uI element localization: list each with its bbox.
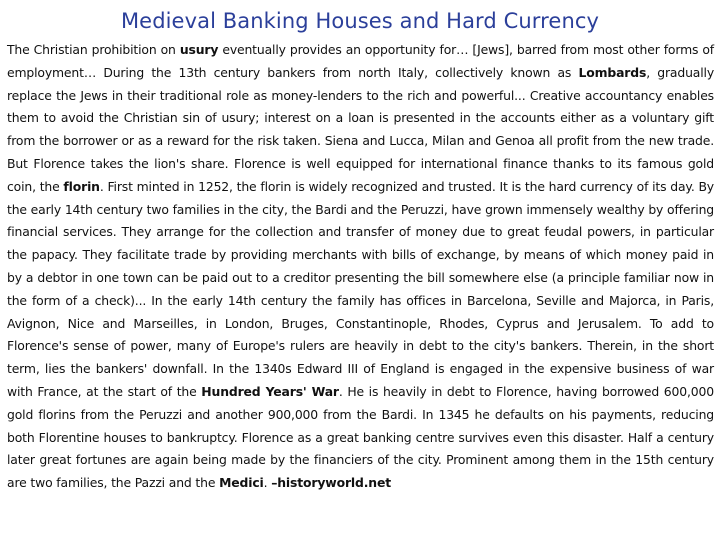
bold-term: florin xyxy=(63,178,100,194)
bold-term: Hundred Years' War xyxy=(201,383,339,399)
text-run: The Christian prohibition on xyxy=(7,42,180,57)
text-run: . xyxy=(263,475,272,491)
body-paragraph xyxy=(7,39,714,495)
bold-term: usury xyxy=(179,42,219,57)
bold-term: Lombards xyxy=(578,64,647,80)
bold-term: –historyworld.net xyxy=(271,475,391,491)
text-run: . First minted in 1252, the florin is widely recognized and trusted. It is the hard currency of its day. By the early 14th century two families in the city, the Bardi and the Peruzzi, have grown immensely wealthy by offering financial services. They arrange for the collection and transfer of money due to great feudal powers, in particular the papacy. They facilitate trade by providing merchants with bills of exchange, by means of which money paid in by a debtor in one town can be paid out to a creditor presenting the bill somewhere else (a principle familiar now in the form of a check)... In the early 14th century the family has offices in Barcelona, Seville and Majorca, in Paris, Avignon, Nice and Marseilles, in London, Bruges, Constantinople, Rhodes, Cyprus and Jerusalem. To add to Florence's sense of power, many of Europe's rulers are heavily in debt to the city's bankers. Therein, in the short term, lies the bankers' downfall. In the 1340s Edward III of England is engaged in the expensive business of war with France, at the start of the xyxy=(7,178,714,399)
text-run: . He is heavily in debt to Florence, having borrowed 600,000 gold florins from the Peruzzi and another 900,000 from the Bardi. In 1345 he defaults on his payments, reducing both Florentine houses to bankruptcy. Florence as a great banking centre survives even this disaster. Half a century later great fortunes are again being made by the financiers of the city. Prominent among them in the 15th century are two families, the Pazzi and the xyxy=(7,383,714,491)
text-run: , gradually replace the Jews in their traditional role as money-lenders to the rich and powerful... Creative accountancy enables them to avoid the Christian sin of usury; interest on a loan is presented in the accounts either as a voluntary gift from the borrower or as a reward for the risk taken. Siena and Lucca, Milan and Genoa all profit from the new trade. But Florence takes the lion's share. Florence is well equipped for international finance thanks to its famous gold coin, the xyxy=(7,64,715,194)
text-run: eventually provides an opportunity for… [Jews], barred from most other forms of employment… During the 13th century bankers from north Italy, collectively known as xyxy=(7,42,714,80)
bold-term: Medici xyxy=(219,475,264,491)
slide-title: Medieval Banking Houses and Hard Currency xyxy=(120,9,600,33)
